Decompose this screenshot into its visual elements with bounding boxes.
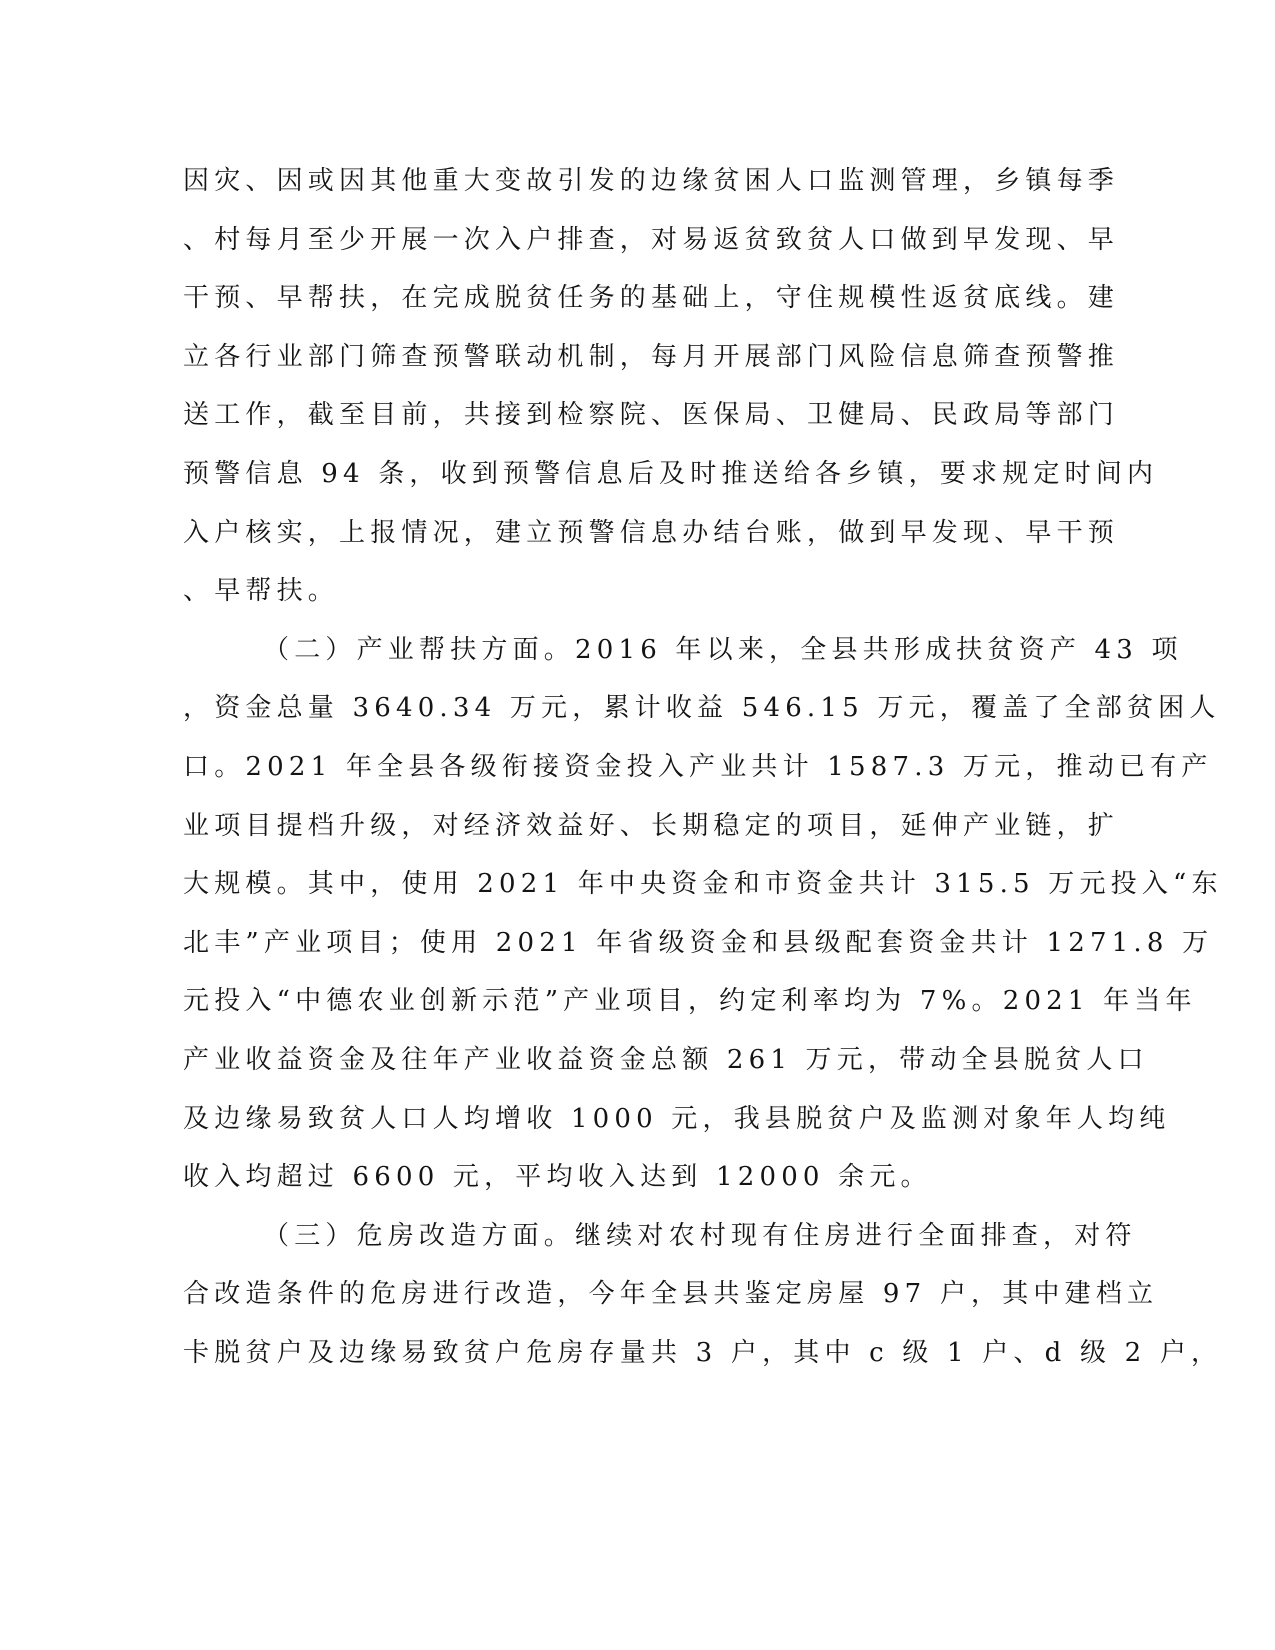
text-line: 产业收益资金及往年产业收益资金总额 261 万元，带动全县脱贫人口	[183, 1044, 1149, 1075]
text-line: 北丰”产业项目；使用 2021 年省级资金和县级配套资金共计 1271.8 万	[183, 927, 1214, 958]
text-line: ，资金总量 3640.34 万元，累计收益 546.15 万元，覆盖了全部贫困人	[183, 693, 1221, 724]
text-line: 入户核实，上报情况，建立预警信息办结台账，做到早发现、早干预	[183, 517, 1120, 548]
text-line: 立各行业部门筛查预警联动机制，每月开展部门风险信息筛查预警推	[183, 341, 1120, 372]
text-line: 大规模。其中，使用 2021 年中央资金和市资金共计 315.5 万元投入“东	[183, 869, 1223, 900]
text-line: 元投入“中德农业创新示范”产业项目，约定利率均为 7%。2021 年当年	[183, 986, 1197, 1017]
text-line: 业项目提档升级，对经济效益好、长期稳定的项目，延伸产业链，扩	[183, 810, 1120, 841]
section-heading-line: （二）产业帮扶方面。2016 年以来，全县共形成扶贫资产 43 项	[263, 634, 1183, 665]
text-line: 合改造条件的危房进行改造，今年全县共鉴定房屋 97 户，其中建档立	[183, 1279, 1159, 1310]
text-line: 干预、早帮扶，在完成脱贫任务的基础上，守住规模性返贫底线。建	[183, 283, 1120, 314]
section-heading-line: （三）危房改造方面。继续对农村现有住房进行全面排查，对符	[263, 1220, 1137, 1251]
text-line: 及边缘易致贫人口人均增收 1000 元，我县脱贫户及监测对象年人均纯	[183, 1103, 1171, 1134]
text-line: 因灾、因或因其他重大变故引发的边缘贫困人口监测管理，乡镇每季	[183, 166, 1120, 196]
text-line: 卡脱贫户及边缘易致贫户危房存量共 3 户，其中 c 级 1 户、d 级 2 户，	[183, 1337, 1223, 1368]
text-line: 、早帮扶。	[183, 576, 340, 607]
text-line: 、村每月至少开展一次入户排查，对易返贫致贫人口做到早发现、早	[183, 224, 1120, 255]
text-line: 收入均超过 6600 元，平均收入达到 12000 余元。	[183, 1162, 932, 1193]
text-line: 预警信息 94 条，收到预警信息后及时推送给各乡镇，要求规定时间内	[183, 458, 1159, 489]
body-text	[183, 160, 1223, 1390]
text-line: 送工作，截至目前，共接到检察院、医保局、卫健局、民政局等部门	[183, 400, 1120, 431]
text-line: 口。2021 年全县各级衔接资金投入产业共计 1587.3 万元，推动已有产	[183, 751, 1213, 782]
